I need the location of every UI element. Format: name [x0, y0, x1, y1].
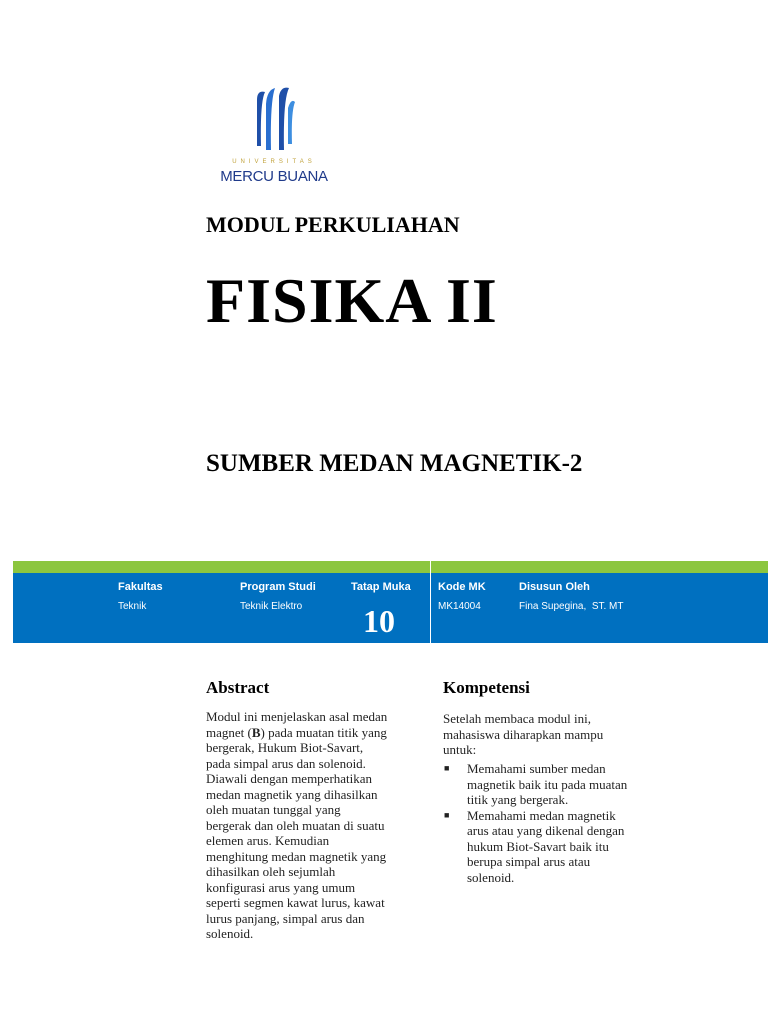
- kode-mk-value: MK14004: [438, 601, 481, 612]
- fakultas-value: Teknik: [118, 601, 147, 612]
- kompetensi-item-line: magnetik baik itu pada muatan: [467, 776, 628, 792]
- kompetensi-item-line: solenoid.: [467, 869, 515, 885]
- abstract-line: bergerak, Hukum Biot-Savart,: [206, 740, 364, 755]
- university-logo: [205, 86, 343, 192]
- abstract-line: lurus panjang, simpal arus dan: [206, 910, 365, 926]
- disusun-oleh-value: Fina Supegina, ST. MT: [519, 601, 624, 612]
- square-bullet-icon: ■: [444, 809, 450, 820]
- abstract-heading: Abstract: [206, 678, 270, 697]
- kompetensi-item-line: hukum Biot-Savart baik itu: [467, 838, 609, 854]
- abstract-line: oleh muatan tunggal yang: [206, 802, 341, 817]
- kompetensi-list: [441, 761, 627, 885]
- mercu-buana-emblem-icon: [253, 86, 297, 156]
- module-subtitle: MODUL PERKULIAHAN: [206, 212, 460, 237]
- info-band-green-strip: [13, 561, 768, 573]
- kompetensi-intro: [443, 711, 603, 758]
- abstract-line: [206, 725, 387, 741]
- kode-mk-label: Kode MK: [438, 581, 486, 593]
- abstract-line-rest: pada muatan titik yang: [268, 724, 387, 740]
- abstract-line-suffix: ): [260, 724, 265, 740]
- program-studi-label: Program Studi: [240, 581, 316, 593]
- square-bullet-icon: ■: [444, 763, 450, 773]
- kompetensi-item-line: arus atau yang dikenal dengan: [467, 823, 625, 838]
- kompetensi-item: [441, 761, 627, 808]
- abstract-line: menghitung medan magnetik yang: [206, 848, 387, 864]
- kompetensi-intro-line: untuk:: [443, 742, 477, 757]
- kompetensi-heading: Kompetensi: [443, 678, 530, 697]
- abstract-line: pada simpal arus dan solenoid.: [206, 755, 366, 771]
- abstract-text: [206, 709, 387, 942]
- fakultas-label: Fakultas: [118, 581, 163, 593]
- disusun-oleh-label: Disusun Oleh: [519, 581, 590, 593]
- program-studi-value: Teknik Elektro: [240, 601, 303, 612]
- kompetensi-intro-line: mahasiswa diharapkan mampu: [443, 726, 604, 742]
- module-topic: SUMBER MEDAN MAGNETIK-2: [206, 450, 583, 477]
- tatap-muka-value: 10: [363, 603, 395, 639]
- course-title: FISIKA II: [206, 265, 498, 336]
- abstract-line-prefix: magnet (: [206, 724, 252, 740]
- abstract-line: Modul ini menjelaskan asal medan: [206, 709, 388, 724]
- abstract-line: elemen arus. Kemudian: [206, 833, 330, 848]
- abstract-line: dihasilkan oleh sejumlah: [206, 864, 336, 879]
- logo-name-text: MERCU BUANA: [220, 168, 328, 185]
- abstract-line: medan magnetik yang dihasilkan: [206, 786, 378, 802]
- logo-universitas-text: UNIVERSITAS: [232, 159, 316, 165]
- info-band-divider: [430, 561, 431, 643]
- kompetensi-item-line: Memahami medan magnetik: [467, 807, 616, 823]
- abstract-line: seperti segmen kawat lurus, kawat: [206, 895, 385, 910]
- abstract-line: konfigurasi arus yang umum: [206, 879, 356, 895]
- abstract-line: solenoid.: [206, 926, 254, 941]
- kompetensi-item-line: berupa simpal arus atau: [467, 854, 591, 869]
- kompetensi-item-line: titik yang bergerak.: [467, 792, 569, 807]
- abstract-line: Diawali dengan memperhatikan: [206, 771, 373, 786]
- abstract-bold-symbol: B: [251, 724, 261, 740]
- abstract-line: bergerak dan oleh muatan di suatu: [206, 817, 385, 833]
- kompetensi-item: [441, 808, 627, 886]
- kompetensi-intro-line: Setelah membaca modul ini,: [443, 711, 592, 726]
- kompetensi-item-line: Memahami sumber medan: [467, 761, 606, 776]
- tatap-muka-label: Tatap Muka: [351, 581, 411, 593]
